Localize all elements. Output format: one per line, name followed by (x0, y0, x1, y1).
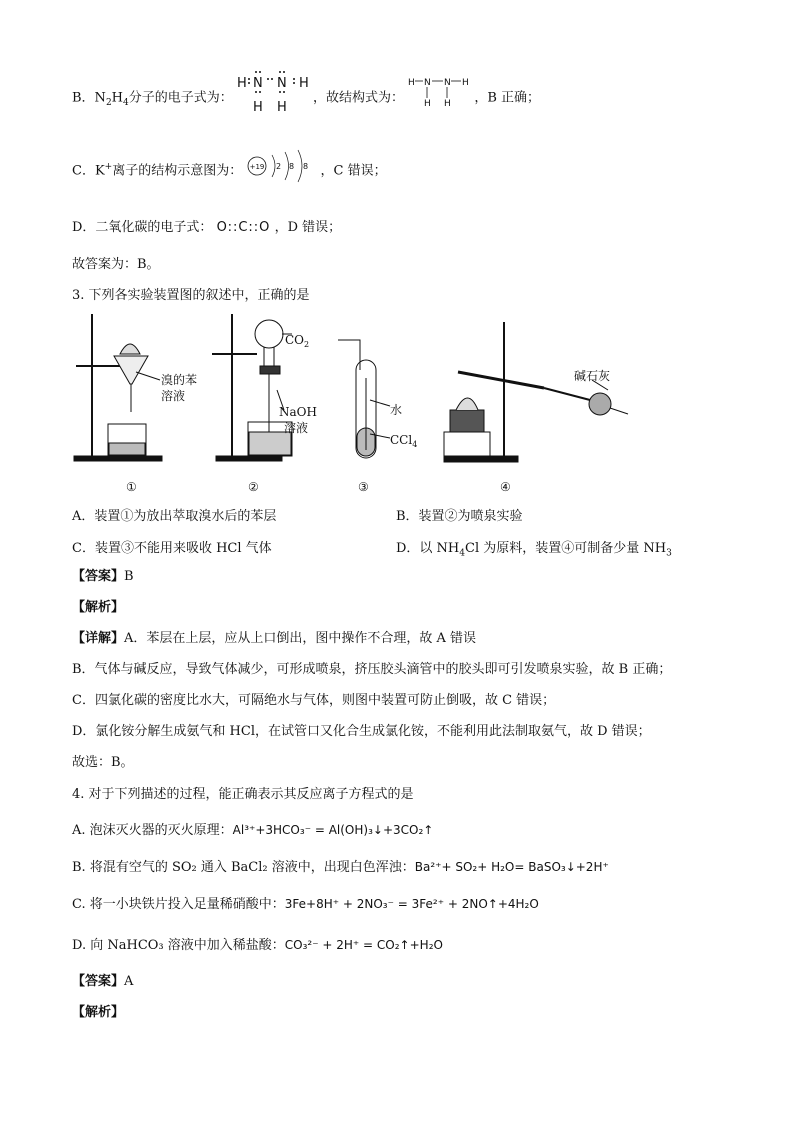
q4-answer: 【答案】A (72, 974, 134, 989)
svg-text:N: N (444, 78, 451, 88)
q3-option-c: C．装置③不能用来吸收 HCl 气体 (72, 541, 272, 556)
svg-text:H: H (408, 78, 415, 88)
label-ccl4: CCl$_4$ (390, 433, 418, 449)
label-apparatus-4: ④ (500, 480, 511, 494)
n2h4-structural-formula (408, 72, 470, 112)
label-co2: $CO_2$ (285, 333, 310, 349)
q4-analysis-tag: 【解析】 (72, 1005, 125, 1020)
q3-stem: 3. 下列各实验装置图的叙述中，正确的是 (72, 288, 310, 303)
q3-detail-b: B．气体与碱反应，导致气体减少，可形成喷泉，挤压胶头滴管中的胶头即可引发喷泉实验，故 B 正确； (72, 662, 672, 677)
label-soda-lime: 碱石灰 (574, 369, 611, 383)
q3-option-d: D．以 $NH_4Cl$ 为原料，装置④可制备少量 $NH_3$ (396, 541, 672, 559)
q4-stem: 4. 对于下列描述的过程，能正确表示其反应离子方程式的是 (72, 787, 414, 802)
label-naoh-solution: 溶液 (284, 421, 309, 435)
q3-answer (72, 568, 134, 586)
h-atom: H (276, 100, 287, 114)
svg-text:H: H (462, 78, 469, 88)
q2-b-prefix: B．N (72, 90, 106, 106)
q2-option-c: C．K+离子的结构示意图为： +19 2 8 8 ，C 错误； (72, 157, 387, 185)
equation-c: 3Fe+8H⁺ + 2NO₃⁻ = 3Fe²⁺ + 2NO↑+4H₂O (284, 897, 539, 911)
answer-value: B (124, 569, 134, 584)
label-apparatus-3: ③ (358, 480, 369, 494)
label-water: 水 (390, 403, 403, 417)
shell-3-count: 8 (303, 162, 309, 171)
svg-text:H: H (444, 99, 451, 109)
equation-b: Ba²⁺+ SO₂+ H₂O= BaSO₃↓+2H⁺ (414, 860, 609, 874)
q3-option-b: B．装置②为喷泉实验 (396, 509, 523, 524)
q2-d-text-b: ，D 错误； (274, 220, 342, 235)
q3-option-a: A．装置①为放出萃取溴水后的苯层 (72, 509, 277, 524)
q4-option-d: D. 向 NaHCO₃ 溶液中加入稀盐酸：CO₃²⁻ + 2H⁺ = CO₂↑+H₂O (72, 938, 443, 953)
answer-tag: 【答案】 (72, 569, 125, 584)
q2-c-text-a: 离子的结构示意图为： (112, 163, 243, 179)
h-atom: H (298, 76, 309, 91)
q2-b-text-b: ，故结构式为： (313, 90, 405, 106)
nucleus-charge: +19 (249, 163, 265, 171)
q2-option-d (72, 219, 341, 237)
svg-text:N: N (424, 78, 431, 88)
apparatus-drawings (72, 310, 672, 500)
label-bromine-benzene: 溴的苯 (161, 373, 198, 387)
shell-2-count: 8 (289, 162, 295, 171)
n2h4-electron-formula (237, 68, 309, 114)
h-atom: H (252, 100, 263, 114)
equation-d: CO₃²⁻ + 2H⁺ = CO₂↑+H₂O (284, 938, 443, 952)
n-atom: N (252, 76, 263, 91)
q3-apparatus-figure (72, 310, 672, 500)
shell-1-count: 2 (276, 162, 282, 171)
equation-a: Al³⁺+3HCO₃⁻ = Al(OH)₃↓+3CO₂↑ (232, 823, 434, 837)
h-atom: H (236, 76, 247, 91)
n-atom: N (276, 76, 287, 91)
q2-answer: 故答案为：B。 (72, 257, 160, 272)
svg-text:H: H (424, 99, 431, 109)
q3-detail-a: 【详解】A．苯层在上层，应从上口倒出，图中操作不合理，故 A 错误 (72, 631, 477, 646)
label-apparatus-1: ① (126, 480, 137, 494)
q2-b-text-c: ，B 正确； (474, 90, 541, 106)
q2-c-prefix: C．K (72, 163, 105, 179)
q3-analysis-tag: 【解析】 (72, 600, 125, 615)
q4-option-c: C. 将一小块铁片投入足量稀硝酸中：3Fe+8H⁺ + 2NO₃⁻ = 3Fe²⁺ + 2NO↑+4H₂O (72, 897, 539, 912)
q4-option-b: B. 将混有空气的 SO₂ 通入 BaCl₂ 溶液中，出现白色浑浊：Ba²⁺+ SO₂+ H₂O= BaSO₃↓+2H⁺ (72, 860, 609, 875)
q3-detail-d: D．氯化铵分解生成氨气和 HCl，在试管口又化合生成氯化铵，不能利用此法制取氨气，故 D 错误； (72, 724, 651, 739)
q3-conclusion: 故选：B。 (72, 755, 134, 770)
label-apparatus-2: ② (248, 480, 259, 494)
q2-c-text-b: ，C 错误； (320, 163, 387, 179)
co2-electron-formula: O::C::O (216, 220, 271, 235)
k-ion-structure-diagram (246, 147, 316, 185)
q2-option-b: B．$N_2H_4$分子的电子式为： H N N H H H ，故结构式为： H N N H H H ，B 正确； (72, 82, 540, 114)
q2-b-text-a: 分子的电子式为： (128, 90, 233, 106)
label-solution-1: 溶液 (161, 389, 186, 403)
q4-option-a: A. 泡沫灭火器的灭火原理：Al³⁺+3HCO₃⁻ = Al(OH)₃↓+3CO₂↑ (72, 823, 434, 838)
label-naoh: NaOH (279, 405, 317, 419)
q2-d-text-a: D．二氧化碳的电子式： (72, 220, 213, 235)
q3-detail-c: C．四氯化碳的密度比水大，可隔绝水与气体，则图中装置可防止倒吸，故 C 错误； (72, 693, 556, 708)
